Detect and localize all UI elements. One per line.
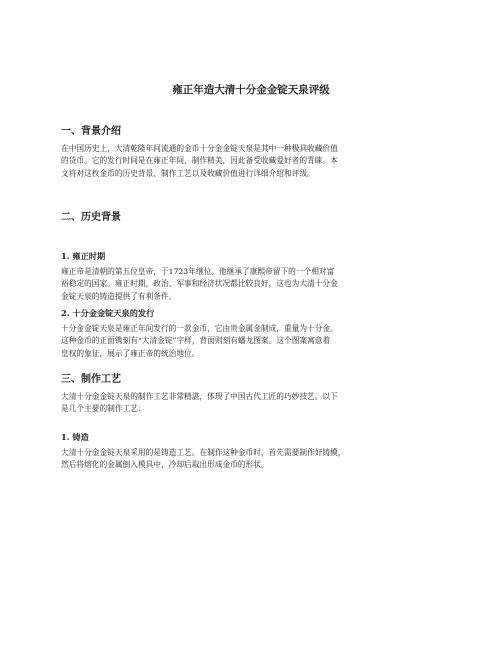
paragraph-line: 在中国历史上，大清乾隆年间流通的金币十分金金锭天泉是其中一种极具收藏价值 — [61, 144, 338, 153]
paragraph-line: 雍正帝是清朝的第五位皇帝，于1723年继位。他继承了康熙帝留下的一个相对富 — [61, 267, 335, 276]
subsection-heading-yongzheng-era: 1. 雍正时期 — [61, 251, 106, 261]
paragraph-line: 这种金币的正面镌刻有“大清金锭”字样，背面则刻有蟠龙图案。这个图案寓意着 — [61, 336, 331, 346]
background-paragraph — [61, 143, 441, 180]
yongzheng-era-paragraph — [61, 266, 441, 303]
paragraph-line: 的货币。它的发行时间是在雍正年间，制作精美，因此备受收藏爱好者的青睐。本 — [61, 156, 338, 166]
section-heading-history: 二、历史背景 — [61, 212, 121, 223]
issuance-paragraph — [61, 323, 441, 360]
subsection-heading-casting: 1. 铸造 — [61, 432, 89, 442]
paragraph-line: 金锭天泉的铸造提供了有利条件。 — [61, 291, 177, 301]
craftsmanship-paragraph — [61, 391, 441, 416]
paragraph-line: 大清十分金金锭天泉采用的是铸造工艺。在制作这种金币时，首先需要制作好铸模， — [61, 448, 346, 457]
paragraph-line: 然后将熔化的金属倒入模具中，冷却后取出形成金币的形状。 — [61, 460, 269, 470]
paragraph-line: 大清十分金金锭天泉的制作工艺非常精湛，体现了中国古代工匠的巧妙技艺。以下 — [61, 392, 338, 401]
paragraph-line: 文将对这枚金币的历史背景、制作工艺以及收藏价值进行详细介绍和评级。 — [61, 168, 315, 178]
document-title: 雍正年造大清十分金金锭天泉评级 — [172, 84, 330, 96]
section-heading-craftsmanship: 三、制作工艺 — [61, 374, 121, 385]
casting-paragraph — [61, 447, 441, 472]
subsection-heading-issuance: 2. 十分金金锭天泉的发行 — [61, 308, 155, 318]
paragraph-line: 皇权的象征，展示了雍正帝的统治地位。 — [61, 348, 200, 358]
paragraph-line: 十分金金锭天泉是雍正年间发行的一款金币，它由贵金属金制成，重量为十分金。 — [61, 324, 338, 333]
section-heading-background: 一、背景介绍 — [61, 126, 121, 137]
paragraph-line: 裕稳定的国家。雍正时期，政治、军事和经济状况都比较良好，这也为大清十分金 — [61, 279, 338, 289]
paragraph-line: 是几个主要的制作工艺： — [61, 404, 146, 414]
